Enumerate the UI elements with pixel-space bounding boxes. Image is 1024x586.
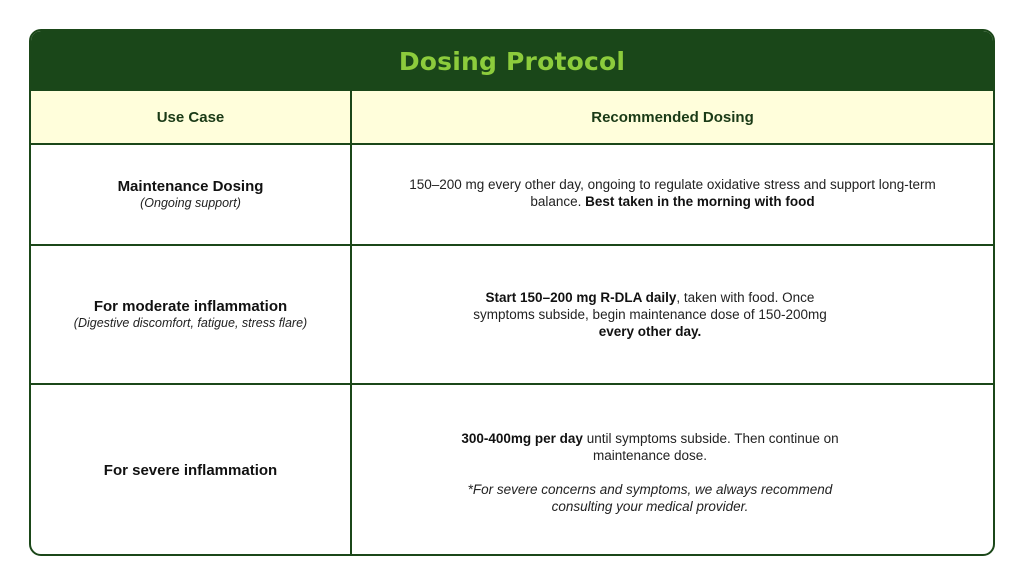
header-cell-recommended-dosing <box>352 91 993 143</box>
dosing-cell <box>352 145 993 244</box>
use-case-cell <box>31 246 352 383</box>
dosing-cell <box>352 385 993 556</box>
use-case-note: (Digestive discomfort, fatigue, stress flare) <box>73 316 308 330</box>
header-recommended-dosing: Recommended Dosing <box>591 108 754 126</box>
dosing-text <box>403 176 943 210</box>
medical-disclaimer-note: *For severe concerns and symptoms, we always recommend consulting your medical provider. <box>467 482 833 514</box>
table-title-bar <box>31 31 993 91</box>
use-case-title: For moderate inflammation <box>93 298 288 315</box>
header-cell-use-case <box>31 91 352 143</box>
table-header-row <box>31 91 993 143</box>
header-use-case: Use Case <box>156 108 225 126</box>
use-case-title: For severe inflammation <box>103 461 278 479</box>
dosing-cell <box>352 246 993 383</box>
dosing-text-regular: 150–200 mg every other day, ongoing to regulate oxidative stress and support long-term balance. <box>409 176 936 209</box>
dosing-text-bold: every other day. <box>598 324 702 339</box>
use-case-title: Maintenance Dosing <box>117 178 264 195</box>
table-row <box>31 383 993 556</box>
dosing-text-regular: , taken with food. Once symptoms subside, begin maintenance dose of 150-200mg <box>473 290 827 322</box>
dosing-text <box>460 430 840 464</box>
dosing-text-bold: Start 150–200 mg R-DLA daily <box>485 290 677 305</box>
dosing-text-bold: 300-400mg per day <box>461 431 583 446</box>
table-row <box>31 244 993 383</box>
dosing-text-regular: until symptoms subside. Then continue on maintenance dose. <box>582 431 839 463</box>
dosing-text <box>460 289 840 340</box>
table-row <box>31 143 993 244</box>
use-case-note: (Ongoing support) <box>140 196 241 210</box>
dosing-protocol-table <box>29 29 995 556</box>
table-title: Dosing Protocol <box>398 46 626 76</box>
dosing-text-bold: Best taken in the morning with food <box>585 193 815 209</box>
use-case-cell <box>31 145 352 244</box>
use-case-cell <box>31 385 352 556</box>
